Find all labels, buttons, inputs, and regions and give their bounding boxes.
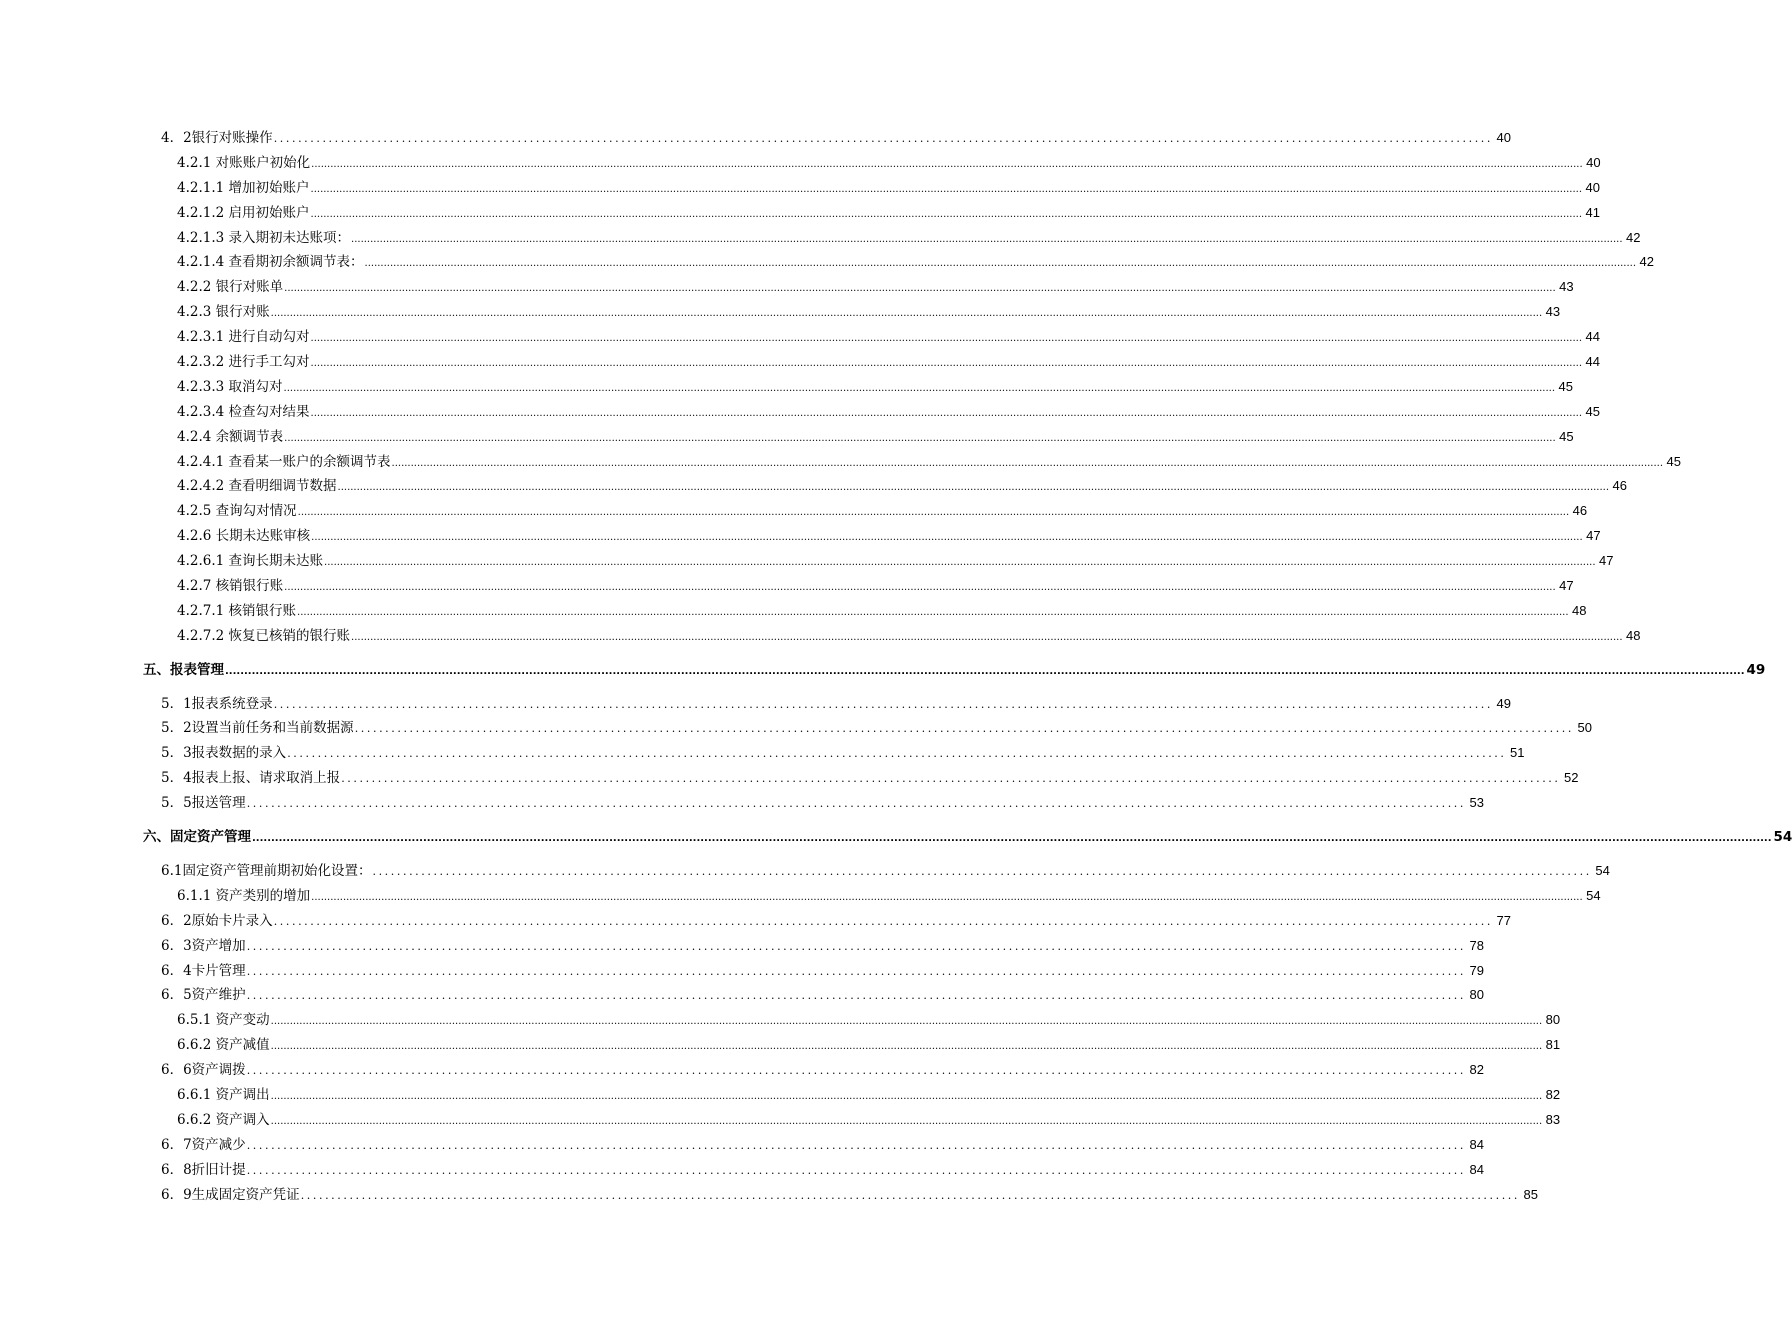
toc-entry[interactable] bbox=[0, 474, 1628, 499]
toc-entry-title: 6．6资产调拨 bbox=[161, 1062, 246, 1079]
toc-entry[interactable] bbox=[0, 1183, 1539, 1208]
toc-entry-title: 5．4报表上报、请求取消上报 bbox=[161, 770, 341, 787]
toc-dot-leader: ........................................................................................................................................................................................................ bbox=[273, 914, 1494, 928]
toc-entry[interactable] bbox=[0, 275, 1574, 300]
toc-entry-title: 6.5.1 资产变动 bbox=[177, 1012, 270, 1029]
toc-dot-leader: ........................................................................................................................................................................................................ bbox=[246, 939, 1467, 953]
toc-entry-title: 4.2.5 查询勾对情况 bbox=[177, 503, 297, 520]
toc-dot-leader: ................................................................................................................................................................................................................................................................................................................................................................................................................ bbox=[324, 557, 1596, 569]
toc-entry-title: 4.2.1.2 启用初始账户 bbox=[177, 204, 310, 221]
toc-entry[interactable] bbox=[0, 791, 1485, 816]
toc-entry[interactable] bbox=[0, 766, 1579, 791]
toc-entry[interactable] bbox=[0, 350, 1601, 375]
toc-dot-leader: ................................................................................................................................................................................................................................................................................................................................................................................................................ bbox=[310, 407, 1583, 419]
toc-dot-leader: ................................................................................................................................................................................................................................................................................................................................................................................................................ bbox=[270, 1115, 1543, 1127]
toc-entry[interactable] bbox=[0, 325, 1601, 350]
toc-page-number: 45 bbox=[1559, 428, 1574, 444]
toc-entry-title: 6.6.1 资产调出 bbox=[177, 1086, 270, 1103]
toc-entry-title: 5．2设置当前任务和当前数据源 bbox=[161, 720, 354, 737]
toc-page-number: 80 bbox=[1545, 1012, 1561, 1028]
toc-dot-leader: ........................................................................................................................................................................................................ bbox=[246, 989, 1467, 1003]
toc-page-number: 54 bbox=[1586, 887, 1601, 903]
toc-page-number: 51 bbox=[1510, 745, 1525, 761]
toc-dot-leader: ................................................................................................................................................................................................................................................................................................................................................................................................................ bbox=[270, 1041, 1543, 1053]
toc-page-number: 45 bbox=[1666, 453, 1682, 469]
toc-entry-title: 4.2.1 对账账户初始化 bbox=[177, 154, 311, 171]
toc-entry-title: 5．3报表数据的录入 bbox=[161, 745, 287, 762]
table-of-contents bbox=[0, 126, 1792, 1207]
toc-page-number: 49 bbox=[1746, 661, 1766, 678]
toc-entry[interactable] bbox=[0, 574, 1574, 599]
toc-entry[interactable] bbox=[0, 1058, 1485, 1083]
toc-entry-title: 五、报表管理 bbox=[143, 661, 224, 678]
toc-dot-leader: ........................................................................................................................................................................................................ bbox=[273, 697, 1494, 711]
toc-dot-leader: ................................................................................................................................................................................................................................................................................................................................................................................................................ bbox=[310, 208, 1583, 220]
toc-dot-leader: ................................................................................................................................................................................................................................................................................................................................................................................................................ bbox=[310, 333, 1583, 345]
toc-entry-title: 4.2.4.1 查看某一账户的余额调节表 bbox=[177, 453, 391, 470]
toc-dot-leader: ................................................................................................................................................................................................................................................................................................................................................................................................................ bbox=[283, 382, 1556, 394]
toc-dot-leader: ................................................................................................................................................................................................................................................................................................................................................................................................................ bbox=[311, 532, 1583, 544]
toc-entry[interactable] bbox=[0, 499, 1588, 524]
toc-chapter-entry[interactable] bbox=[0, 658, 1766, 683]
toc-page-number: 44 bbox=[1585, 329, 1601, 345]
toc-entry-title: 4.2.4 余额调节表 bbox=[177, 428, 284, 445]
toc-entry[interactable] bbox=[0, 959, 1485, 984]
toc-dot-leader: ................................................................................................................................................................................................................................................................................................................................................................................................................ bbox=[391, 457, 1664, 469]
toc-entry[interactable] bbox=[0, 1108, 1561, 1133]
toc-page-number: 80 bbox=[1469, 987, 1485, 1003]
toc-entry[interactable] bbox=[0, 624, 1641, 649]
toc-dot-leader: ................................................................................................................................................................................................................................................................................................................................................................................................................ bbox=[270, 308, 1543, 320]
toc-page-number: 40 bbox=[1586, 154, 1601, 170]
toc-entry-title: 4.2.3.2 进行手工勾对 bbox=[177, 354, 310, 371]
toc-entry[interactable] bbox=[0, 151, 1601, 176]
toc-entry-title: 4.2.7.2 恢复已核销的银行账 bbox=[177, 627, 351, 644]
toc-entry-title: 6．5资产维护 bbox=[161, 987, 246, 1004]
toc-page-number: 41 bbox=[1585, 204, 1601, 220]
toc-entry[interactable] bbox=[0, 599, 1587, 624]
toc-dot-leader: ................................................................................................................................................................................................................................................................................................................................................................................................................ bbox=[270, 1090, 1543, 1102]
toc-entry-title: 6．3资产增加 bbox=[161, 937, 246, 954]
toc-entry[interactable] bbox=[0, 934, 1485, 959]
toc-page-number: 79 bbox=[1469, 962, 1485, 978]
toc-entry-title: 4.2.3.3 取消勾对 bbox=[177, 378, 283, 395]
toc-page-number: 84 bbox=[1469, 1161, 1485, 1177]
toc-entry[interactable] bbox=[0, 983, 1485, 1008]
toc-page-number: 49 bbox=[1496, 695, 1512, 711]
toc-dot-leader: ................................................................................................................................................................................................................................................................................................................................................................................................................ bbox=[310, 183, 1583, 195]
toc-dot-leader: ........................................................................................................................................................................................................ bbox=[300, 1188, 1521, 1202]
toc-entry-title: 4.2.7.1 核销银行账 bbox=[177, 602, 297, 619]
toc-entry-title: 4.2.6.1 查询长期未达账 bbox=[177, 553, 324, 570]
toc-dot-leader: ................................................................................................................................................................................................................................................................................................................................................................................................................ bbox=[297, 606, 1569, 618]
toc-entry[interactable] bbox=[0, 859, 1610, 884]
toc-entry-title: 5．1报表系统登录 bbox=[161, 695, 273, 712]
toc-dot-leader: ........................................................................................................................................................................................................ bbox=[341, 772, 1561, 786]
toc-dot-leader: ................................................................................................................................................................................................................................................................................................................................................................................................................ bbox=[310, 358, 1583, 370]
toc-page-number: 54 bbox=[1595, 862, 1610, 878]
toc-dot-leader: ................................................................................................................................................................................................................................................................................................................................................................................................................ bbox=[284, 283, 1556, 295]
toc-entry[interactable] bbox=[0, 375, 1574, 400]
toc-page-number: 45 bbox=[1558, 378, 1574, 394]
toc-entry[interactable] bbox=[0, 692, 1512, 717]
toc-entry[interactable] bbox=[0, 524, 1601, 549]
toc-entry[interactable] bbox=[0, 741, 1525, 766]
toc-entry-title: 4.2.3 银行对账 bbox=[177, 304, 270, 321]
toc-dot-leader: ................................................................................................................................................................................................................................................................................................................................................................................................................ bbox=[252, 833, 1772, 845]
toc-dot-leader: ........................................................................................................................................................................................................ bbox=[246, 1064, 1467, 1078]
toc-entry-title: 6.6.2 资产减值 bbox=[177, 1037, 270, 1054]
toc-dot-leader: ................................................................................................................................................................................................................................................................................................................................................................................................................ bbox=[284, 582, 1556, 594]
toc-page-number: 48 bbox=[1572, 602, 1587, 618]
toc-dot-leader: ........................................................................................................................................................................................................ bbox=[372, 864, 1592, 878]
toc-page-number: 42 bbox=[1639, 254, 1655, 270]
toc-page-number: 48 bbox=[1626, 627, 1641, 643]
toc-entry[interactable] bbox=[0, 126, 1512, 151]
toc-entry-title: 6.1.1 资产类别的增加 bbox=[177, 887, 311, 904]
toc-dot-leader: ........................................................................................................................................................................................................ bbox=[246, 797, 1467, 811]
toc-page-number: 82 bbox=[1469, 1062, 1485, 1078]
toc-entry-title: 4.2.6 长期未达账审核 bbox=[177, 528, 311, 545]
toc-dot-leader: ........................................................................................................................................................................................................ bbox=[246, 1138, 1467, 1152]
toc-page-number: 40 bbox=[1496, 130, 1512, 145]
toc-page-number: 85 bbox=[1523, 1186, 1539, 1202]
toc-dot-leader: ........................................................................................................................................................................................................ bbox=[246, 964, 1467, 978]
toc-entry-title: 6．9生成固定资产凭证 bbox=[161, 1186, 300, 1203]
toc-page-number: 47 bbox=[1599, 553, 1614, 569]
toc-page-number: 47 bbox=[1559, 578, 1574, 594]
toc-entry[interactable] bbox=[0, 400, 1601, 425]
toc-page-number: 46 bbox=[1612, 478, 1628, 494]
toc-page-number: 52 bbox=[1564, 770, 1579, 786]
toc-entry[interactable] bbox=[0, 201, 1601, 226]
toc-page-number: 78 bbox=[1469, 937, 1485, 953]
toc-page-number: 53 bbox=[1469, 795, 1485, 811]
toc-page-number: 43 bbox=[1559, 279, 1574, 295]
toc-entry-title: 4.2.2 银行对账单 bbox=[177, 279, 284, 296]
toc-entry[interactable] bbox=[0, 1008, 1561, 1033]
toc-dot-leader: ................................................................................................................................................................................................................................................................................................................................................................................................................ bbox=[297, 507, 1570, 519]
toc-dot-leader: ................................................................................................................................................................................................................................................................................................................................................................................................................ bbox=[351, 233, 1623, 245]
toc-entry[interactable] bbox=[0, 716, 1593, 741]
toc-dot-leader: ................................................................................................................................................................................................................................................................................................................................................................................................................ bbox=[351, 631, 1623, 643]
toc-page-number: 50 bbox=[1577, 720, 1593, 736]
toc-entry[interactable] bbox=[0, 1133, 1485, 1158]
toc-dot-leader: ................................................................................................................................................................................................................................................................................................................................................................................................................ bbox=[225, 665, 1745, 677]
toc-entry-title: 6．7资产减少 bbox=[161, 1136, 246, 1153]
toc-page-number: 54 bbox=[1773, 829, 1792, 846]
toc-entry-title: 6.6.2 资产调入 bbox=[177, 1111, 270, 1128]
toc-entry[interactable] bbox=[0, 450, 1682, 475]
toc-entry-title: 4.2.1.3 录入期初未达账项： bbox=[177, 229, 351, 246]
toc-page-number: 84 bbox=[1469, 1136, 1485, 1152]
toc-entry[interactable] bbox=[0, 1083, 1561, 1108]
toc-page-number: 77 bbox=[1496, 912, 1512, 928]
toc-entry-title: 4.2.1.1 增加初始账户 bbox=[177, 179, 310, 196]
toc-dot-leader: ........................................................................................................................................................................................................ bbox=[287, 747, 1507, 761]
toc-entry-title: 6．8折旧计提 bbox=[161, 1161, 246, 1178]
toc-entry[interactable] bbox=[0, 226, 1641, 251]
toc-dot-leader: ................................................................................................................................................................................................................................................................................................................................................................................................................ bbox=[284, 432, 1556, 444]
toc-dot-leader: ........................................................................................................................................................................................................ bbox=[354, 722, 1575, 736]
toc-entry-title: 4.2.3.1 进行自动勾对 bbox=[177, 329, 310, 346]
toc-entry-title: 4.2.1.4 查看期初余额调节表： bbox=[177, 254, 364, 271]
toc-entry[interactable] bbox=[0, 176, 1601, 201]
toc-entry-title: 4．2银行对账操作 bbox=[161, 130, 273, 146]
toc-dot-leader: ................................................................................................................................................................................................................................................................................................................................................................................................................ bbox=[311, 891, 1583, 903]
toc-entry-title: 4.2.7 核销银行账 bbox=[177, 578, 284, 595]
toc-entry-title: 6．4卡片管理 bbox=[161, 962, 246, 979]
toc-entry-title: 6．2原始卡片录入 bbox=[161, 912, 273, 929]
toc-entry-title: 4.2.3.4 检查勾对结果 bbox=[177, 403, 310, 420]
toc-entry[interactable] bbox=[0, 909, 1512, 934]
toc-page-number: 40 bbox=[1585, 179, 1601, 195]
toc-dot-leader: ........................................................................................................................................................................................................ bbox=[246, 1163, 1467, 1177]
toc-dot-leader: ................................................................................................................................................................................................................................................................................................................................................................................................................ bbox=[337, 482, 1610, 494]
toc-entry[interactable] bbox=[0, 425, 1574, 450]
toc-dot-leader: ................................................................................................................................................................................................................................................................................................................................................................................................................ bbox=[311, 158, 1583, 170]
toc-page-number: 42 bbox=[1626, 229, 1641, 245]
toc-dot-leader: ................................................................................................................................................................................................................................................................................................................................................................................................................ bbox=[364, 258, 1637, 270]
toc-entry[interactable] bbox=[0, 549, 1614, 574]
toc-entry-title: 5．5报送管理 bbox=[161, 795, 246, 812]
toc-entry[interactable] bbox=[0, 884, 1601, 909]
toc-entry[interactable] bbox=[0, 250, 1655, 275]
toc-page-number: 46 bbox=[1572, 503, 1588, 519]
toc-entry-title: 4.2.4.2 查看明细调节数据 bbox=[177, 478, 337, 495]
toc-chapter-entry[interactable] bbox=[0, 825, 1792, 850]
toc-page-number: 43 bbox=[1545, 304, 1561, 320]
toc-page-number: 45 bbox=[1585, 403, 1601, 419]
toc-page-number: 83 bbox=[1545, 1111, 1561, 1127]
toc-page-number: 82 bbox=[1545, 1086, 1561, 1102]
toc-entry[interactable] bbox=[0, 1033, 1561, 1058]
toc-entry[interactable] bbox=[0, 300, 1561, 325]
toc-page-number: 47 bbox=[1586, 528, 1601, 544]
toc-entry-title: 6.1固定资产管理前期初始化设置： bbox=[161, 862, 372, 879]
toc-dot-leader: ................................................................................................................................................................................................................................................................................................................................................................................................................ bbox=[270, 1016, 1543, 1028]
toc-entry[interactable] bbox=[0, 1158, 1485, 1183]
toc-page-number: 81 bbox=[1545, 1037, 1561, 1053]
toc-page-number: 44 bbox=[1585, 354, 1601, 370]
toc-entry-title: 六、固定资产管理 bbox=[143, 829, 251, 846]
toc-dot-leader: ........................................................................................................................................................................................................ bbox=[273, 132, 1494, 145]
